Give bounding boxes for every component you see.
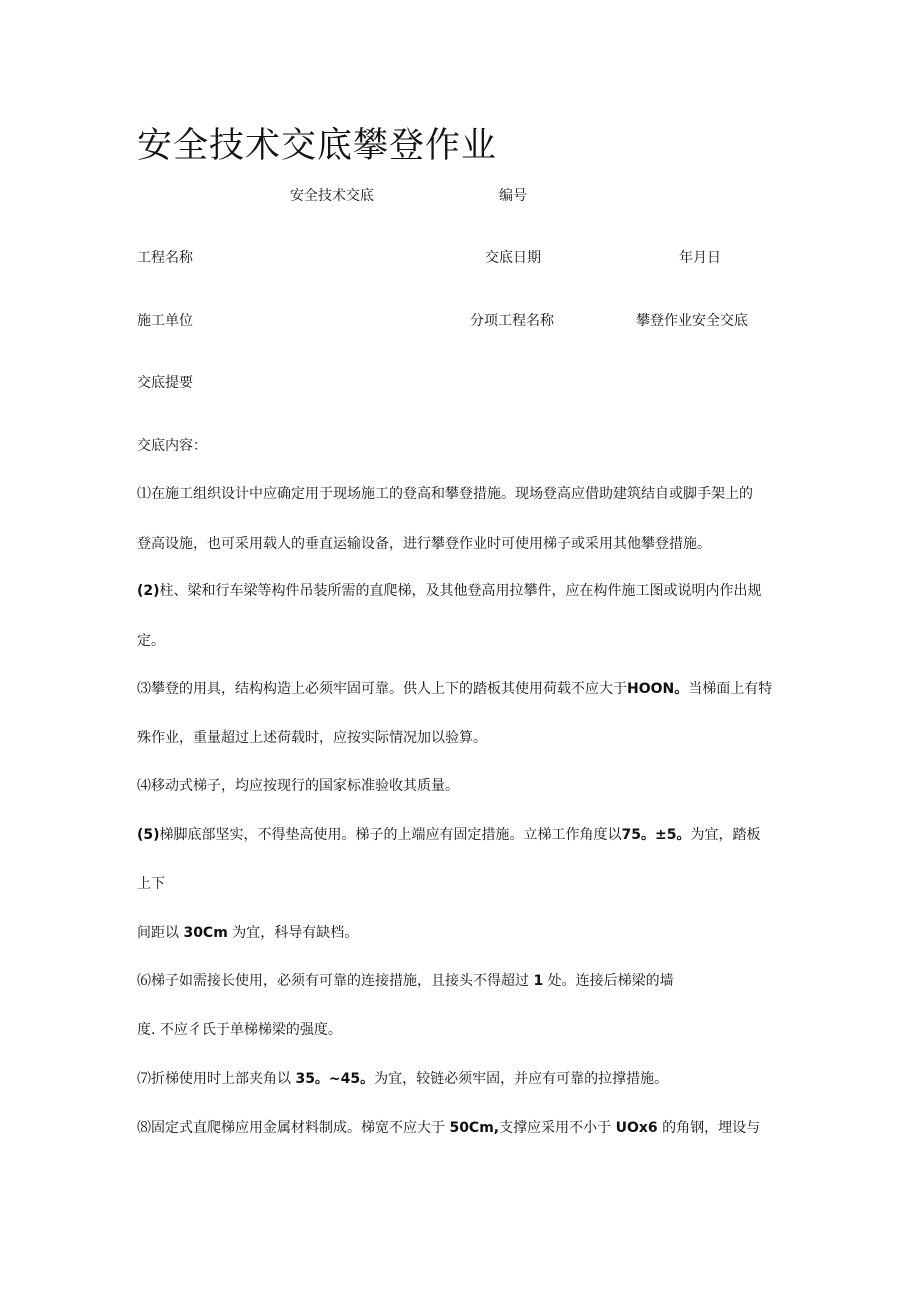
- item-1-line-1: ⑴在施工组织设计中应确定用于现场施工的登高和攀登措施。现场登高应借助建筑结自或脚手架上的: [137, 486, 753, 502]
- item-5-line-3: [137, 924, 358, 942]
- summary-label: 交底提要: [137, 375, 193, 391]
- item-2-text: 柱、梁和行车梁等构件吊装所需的直爬梯，及其他登高用拉攀件，应在构件施工图或说明内作出规: [159, 583, 762, 599]
- item-6-joint-count: 1: [533, 973, 544, 989]
- sub-project-label: 分项工程名称: [470, 313, 554, 329]
- item-6-line-1: [137, 972, 674, 990]
- item-7-text-a: ⑺折梯使用时上部夹角以: [137, 1071, 291, 1087]
- item-7-text-b: 为宜，较链必须牢固，并应有可靠的拉撑措施。: [374, 1071, 669, 1087]
- item-7-line-1: [137, 1070, 668, 1088]
- document-title: 安全技术交底攀登作业: [137, 126, 498, 166]
- item-8-width-value: 50Cm,: [449, 1120, 500, 1136]
- item-5-line-2: 上下: [137, 876, 165, 892]
- item-2-line-2: 定。: [137, 633, 165, 649]
- item-6-line-2: 度. 不应彳氏于单梯梯梁的强度。: [137, 1022, 342, 1038]
- item-1-line-2: 登高设施，也可采用载人的垂直运输设备，进行攀登作业时可使用梯子或采用其他攀登措施。: [137, 536, 711, 552]
- item-3-line-1: [137, 680, 772, 698]
- sub-project-value: 攀登作业安全交底: [636, 313, 748, 329]
- item-4-line-1: ⑷移动式梯子，均应按现行的国家标准验收其质量。: [137, 778, 459, 794]
- item-8-text-b: 支撑应采用不小于: [499, 1120, 612, 1136]
- project-name-label: 工程名称: [137, 250, 193, 266]
- item-6-text-b: 处。连接后梯梁的墙: [547, 973, 674, 989]
- item-5-text-a: 梯脚底部坚实，不得垫高使用。梯子的上端应有固定措施。立梯工作角度以: [159, 827, 622, 843]
- date-label: 交底日期: [485, 250, 541, 266]
- construction-unit-label: 施工单位: [137, 313, 193, 329]
- item-7-angle-value: 35。~45。: [295, 1071, 375, 1087]
- item-3-text-b: 当梯面上有特: [688, 681, 773, 697]
- item-5-angle-value: 75。±5。: [621, 827, 691, 843]
- item-8-line-1: [137, 1119, 760, 1137]
- item-5-text-c: 间距以: [137, 925, 179, 941]
- item-5-line-1: [137, 826, 761, 844]
- item-8-angle-steel: UOx6: [615, 1120, 658, 1136]
- number-label: 编号: [499, 188, 527, 204]
- item-5-spacing-value: 30Cm: [183, 925, 228, 941]
- content-label: 交底内容：: [137, 438, 207, 454]
- item-3-load-value: HOON。: [627, 681, 689, 697]
- item-5-number: (5): [137, 827, 160, 843]
- item-6-text-a: ⑹梯子如需接长使用，必须有可靠的连接措施，且接头不得超过: [137, 973, 529, 989]
- item-5-text-d: 为宜，科导有缺档。: [232, 925, 359, 941]
- item-8-text-a: ⑻固定式直爬梯应用金属材料制成。梯宽不应大于: [137, 1120, 445, 1136]
- doc-type-label: 安全技术交底: [290, 188, 374, 204]
- item-8-text-c: 的角钢，埋设与: [662, 1120, 761, 1136]
- item-2-number: (2): [137, 583, 160, 599]
- item-3-line-2: 殊作业，重量超过上述荷载时，应按实际情况加以验算。: [137, 730, 487, 746]
- item-3-text-a: ⑶攀登的用具，结构构造上必须牢固可靠。供人上下的踏板其使用荷载不应大于: [137, 681, 627, 697]
- item-5-text-b: 为宜，踏板: [690, 827, 761, 843]
- date-value: 年月日: [679, 250, 721, 266]
- item-2-line-1: [137, 582, 762, 600]
